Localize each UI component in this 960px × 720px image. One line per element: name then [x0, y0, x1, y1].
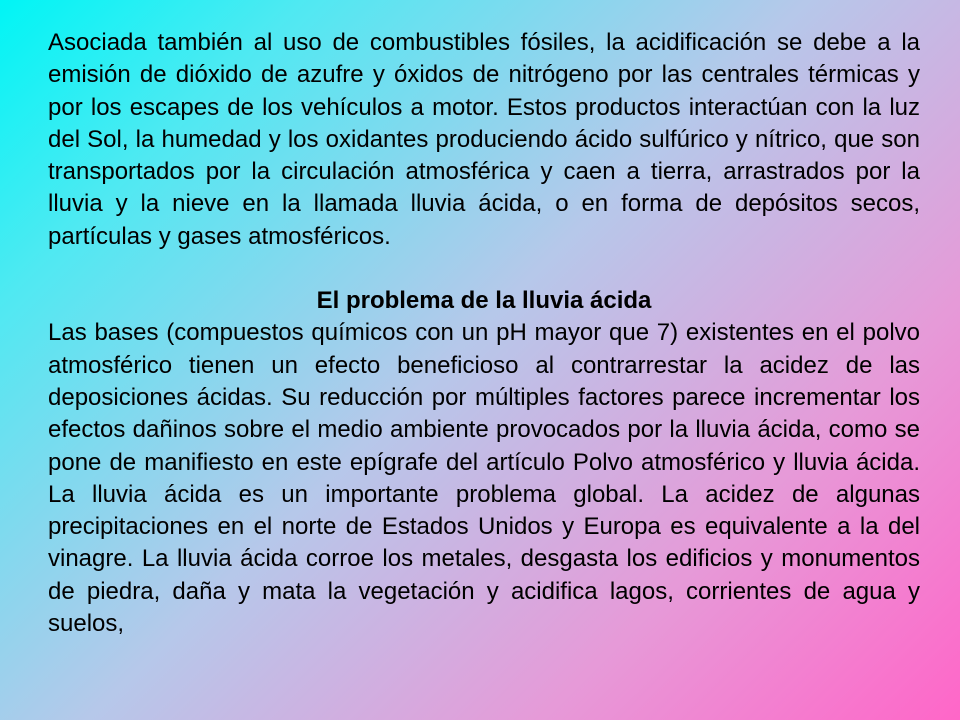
- intro-paragraph: Asociada también al uso de combustibles fósiles, la acidificación se debe a la emisión de dióxido de azufre y óxidos de nitrógeno por las centrales térmicas y por los escapes de los vehículos a motor. Estos productos interactúan con la luz del Sol, la humedad y los oxidantes produciendo ácido sulfúrico y nítrico, que son transportados por la circulación atmosférica y caen a tierra, arrastrados por la lluvia y la nieve en la llamada lluvia ácida, o en forma de depósitos secos, partículas y gases atmosféricos.: [48, 29, 920, 250]
- section-heading: El problema de la lluvia ácida: [316, 287, 652, 315]
- body-paragraph: Las bases (compuestos químicos con un pH mayor que 7) existentes en el polvo atmosférico tienen un efecto beneficioso al contrarrestar la acidez de las deposiciones ácidas. Su reducción por múltiples factores parece incrementar los efectos dañinos sobre el medio ambiente provocados por la lluvia ácida, como se pone de manifiesto en este epígrafe del artículo Polvo atmosférico y lluvia ácida. La lluvia ácida es un importante problema global. La acidez de algunas precipitaciones en el norte de Estados Unidos y Europa es equivalente a la del vinagre. La lluvia ácida corroe los metales, desgasta los edificios y monumentos de piedra, daña y mata la vegetación y acidifica lagos, corrientes de agua y suelos,: [48, 319, 920, 638]
- paragraph-spacer: [48, 253, 920, 285]
- slide-text-area: [48, 27, 920, 640]
